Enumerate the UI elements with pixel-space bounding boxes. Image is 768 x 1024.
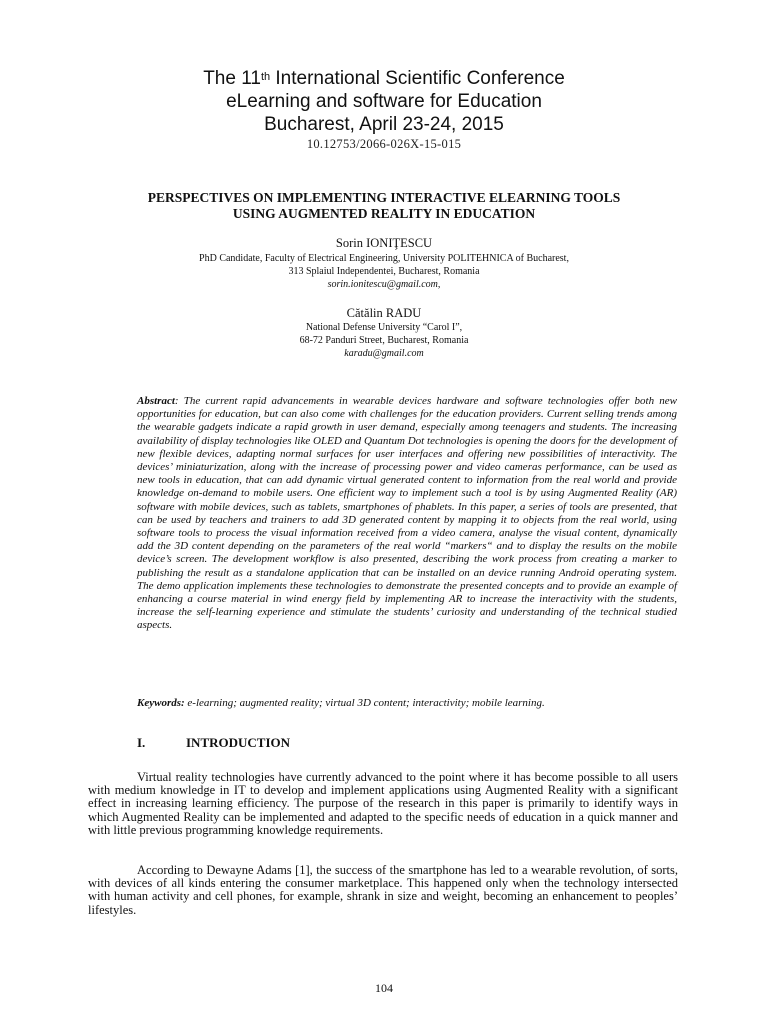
abstract [137, 395, 677, 633]
paper-title-line1: PERSPECTIVES ON IMPLEMENTING INTERACTIVE ELEARNING TOOLS [147, 190, 621, 205]
abstract-label: Abstract [137, 395, 175, 407]
section-heading: INTRODUCTION [186, 735, 291, 750]
conference-ordinal-suffix: th [260, 71, 271, 83]
abstract-text: : The current rapid advancements in wearable devices hardware and software technologies offer both new opportunities for education, but can also come with challenges for the education providers. Current selling trends among the wearable gadgets indicate a rapid growth in user demand, especially among teenagers and students. The increasing availability of display technologies like OLED and Quantum Dot technologies is opening the doors for the development of new flexible devices, adapting normal surfaces for user interfaces and offering new possibilities of interactivity. The devices’ miniaturization, along with the increase of processing power and video cameras performance, can be used as new tools in education, that can add dynamic virtual generated content to information from the real world and provide knowledge on-demand to mobile users. One efficient way to implement such a tool is by using Augmented Reality (AR) software with mobile devices, such as tablets, smartphones of phablets. In this paper, a series of tools are presented, that can be used by teachers and trainers to add 3D generated content by mapping it to objects from the real world, using software tools to process the visual information received from a video camera, analyse the visual content, dynamically add the 3D content depending on the parameters of the real world “markers“ and to display the results on the mobile device’s screen. The development workflow is also presented, describing the work process from creating a marker to publishing the result as a standalone application that can be installed on an device running Android operating system. The demo application implements these technologies to demonstrate the presented concepts and to provide an example of enhancing a course material in wind energy field by implementing AR to increase the interactivity with the students, increase the self-learning experience and stimulate the students’ curiosity and understanding of the technical studied aspects. [137, 395, 677, 632]
keywords-text: e-learning; augmented reality; virtual 3D content; interactivity; mobile learning. [184, 697, 545, 709]
author-2-affiliation-line2: 68-72 Panduri Street, Bucharest, Romania [299, 335, 469, 346]
author-1-email: sorin.ionitescu@gmail.com, [327, 279, 441, 290]
author-1-name: Sorin IONIŢESCU [335, 236, 433, 250]
conference-title-post: International Scientific Conference [270, 68, 565, 89]
conference-title-pre: The 11 [203, 68, 261, 89]
paper-title-line2: USING AUGMENTED REALITY IN EDUCATION [232, 206, 536, 221]
page-number: 104 [375, 981, 393, 995]
section-number: I. [137, 735, 146, 750]
body-paragraph: Virtual reality technologies have currently advanced to the point where it has become possible to all users with medium knowledge in IT to develop and implement applications using Augmented Reality with a significant effect in increasing learning efficiency. The purpose of the research in this paper is primarily to identify ways in which Augmented Reality can be implemented and adapted to the specific needs of education in a quick manner and with little previous programming knowledge requirements. [88, 770, 678, 837]
author-2-name: Cătălin RADU [346, 306, 422, 320]
conference-title-line1 [0, 68, 768, 90]
author-2-email: karadu@gmail.com [344, 348, 424, 359]
body-paragraph: According to Dewayne Adams [1], the success of the smartphone has led to a wearable revolution, of sorts, with devices of all kinds entering the consumer marketplace. This happened only when the technology intersected with human activity and cell phones, for example, shrank in size and weight, becoming an enhancement to peoples’ lifestyles. [88, 863, 678, 917]
keywords-label: Keywords: [137, 697, 185, 709]
doi: 10.12753/2066-026X-15-015 [306, 137, 462, 151]
author-1-affiliation-line2: 313 Splaiul Independentei, Bucharest, Romania [288, 266, 480, 277]
author-2-affiliation-line1: National Defense University “Carol I”, [305, 322, 463, 333]
conference-location-date: Bucharest, April 23-24, 2015 [264, 114, 504, 135]
keywords [137, 697, 677, 709]
author-1-affiliation-line1: PhD Candidate, Faculty of Electrical Engineering, University POLITEHNICA of Bucharest, [199, 253, 569, 264]
conference-title-line2: eLearning and software for Education [226, 91, 542, 112]
